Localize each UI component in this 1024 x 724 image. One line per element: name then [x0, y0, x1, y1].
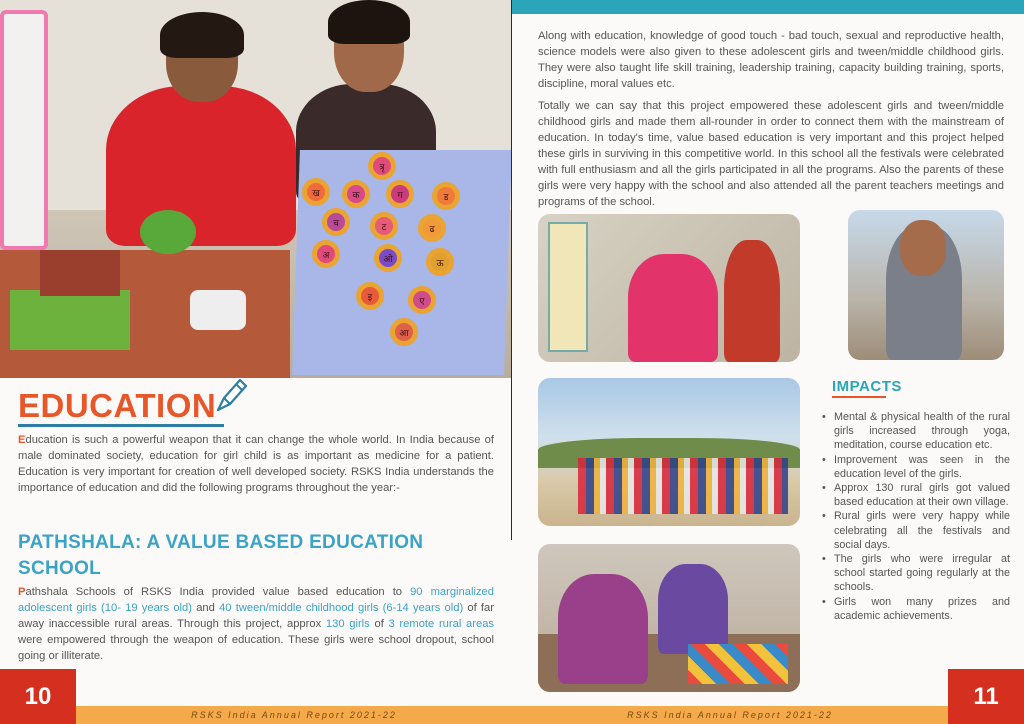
board-flower: ऊ: [426, 248, 454, 276]
page-number-right: 11: [948, 669, 1024, 724]
board-flower: ए: [408, 286, 436, 314]
education-text: ducation is such a powerful weapon that it can change the whole world. In India because of male dominated society, education for girl child is as important as medicine for a patient. Education is very important for creation of well developed society. RSKS India understands the importance of education and did the following programs throughout the year:-: [18, 434, 494, 494]
board-flower: त्रृ: [368, 152, 396, 180]
board-flower: ग: [386, 180, 414, 208]
education-underline: [18, 424, 224, 427]
board-flower: च: [322, 208, 350, 236]
impact-item: • Girls won many prizes and academic achievements.: [822, 595, 1010, 623]
board-flower: ड: [432, 182, 460, 210]
highlight-text: 90 marginalized adolescent girls (10- 19 years old): [18, 586, 494, 614]
board-flower: इ: [356, 282, 384, 310]
impact-item: • Approx 130 rural girls got valued based education at their own village.: [822, 481, 1010, 509]
impacts-heading: IMPACTS: [832, 378, 902, 395]
footer-bar-right: [512, 706, 948, 724]
right-page: [512, 0, 1024, 724]
board-flower: ढ: [418, 214, 446, 242]
top-accent-bar: [512, 0, 1024, 14]
photo-easel: [0, 10, 48, 250]
education-title: EDUCATION: [18, 387, 217, 424]
life-skills-paragraph: Along with education, knowledge of good touch - bad touch, sexual and reproductive health, science models were also given to these adolescent girls and tween/middle childhood girls. They were also taught life skill training, leadership training, capacity building training, sports, discipline, moral values etc.: [538, 30, 1004, 90]
board-flower: अ: [312, 240, 340, 268]
photo-girl-red-sweater: [96, 16, 296, 276]
board-flower: आ: [390, 318, 418, 346]
highlight-text: 40 tween/middle childhood girls (6-14 years old): [219, 602, 464, 614]
photo-classroom-teacher: [538, 214, 800, 362]
summary-paragraph: Totally we can say that this project empowered these adolescent girls and tween/middle childhood girls and made them all-rounder in order to connect them with the mainstream of education. In today's time, value based education is very important and this project helped these girls in surviving in this competitive world. In this school all the festivals were celebrated with full enthusiasm and all the girls participated in all the programs. Also the parents of these girls were very happy with the school and also attended all the parent teachers meetings and programs of the school.: [538, 100, 1004, 208]
photo-outdoor-yoga: [538, 378, 800, 526]
photo-smiling-girl: [848, 210, 1004, 360]
pathshala-paragraph: [18, 584, 494, 664]
pathshala-text: and: [192, 602, 220, 614]
hero-photo-girls-with-models: [0, 0, 512, 378]
impact-item: • The girls who were irregular at school started going regularly at the schools.: [822, 552, 1010, 595]
footer-text: RSKS India Annual Report 2021-22: [627, 710, 833, 720]
footer-text: RSKS India Annual Report 2021-22: [191, 710, 397, 720]
impact-item: • Mental & physical health of the rural girls increased through yoga, meditation, course education etc.: [822, 410, 1010, 453]
pathshala-text: of far away inaccessible rural areas. Through this project, approx: [18, 602, 494, 630]
drop-cap: P: [18, 586, 26, 598]
education-paragraph: [18, 432, 494, 496]
impact-item: • Rural girls were very happy while celebrating all the festivals and social days.: [822, 509, 1010, 552]
highlight-text: 130 girls: [325, 618, 370, 630]
board-flower: ट: [370, 212, 398, 240]
highlight-text: 3 remote rural areas: [388, 618, 495, 630]
footer-bar-left: [76, 706, 512, 724]
photo-village-model: [0, 250, 290, 378]
impact-item: • Improvement was seen in the education level of the girls.: [822, 453, 1010, 481]
pencil-icon: [210, 376, 250, 416]
pathshala-text: athshala Schools of RSKS India provided value based education to: [25, 586, 411, 598]
pathshala-text: of: [369, 618, 389, 630]
impacts-list: [822, 410, 1010, 623]
pathshala-heading: PATHSHALA: A VALUE BASED EDUCATION SCHOOL: [18, 532, 424, 579]
page-number-left: 10: [0, 669, 76, 724]
board-flower: ओ: [374, 244, 402, 272]
impacts-underline: [832, 396, 886, 398]
drop-cap: E: [18, 434, 26, 446]
photo-girls-studying: [538, 544, 800, 692]
board-flower: क: [342, 180, 370, 208]
board-flower: ख: [302, 178, 330, 206]
pathshala-text: were empowered through the weapon of education. These girls were school dropout, school going or illiterate.: [18, 634, 494, 662]
education-heading: [18, 384, 216, 428]
